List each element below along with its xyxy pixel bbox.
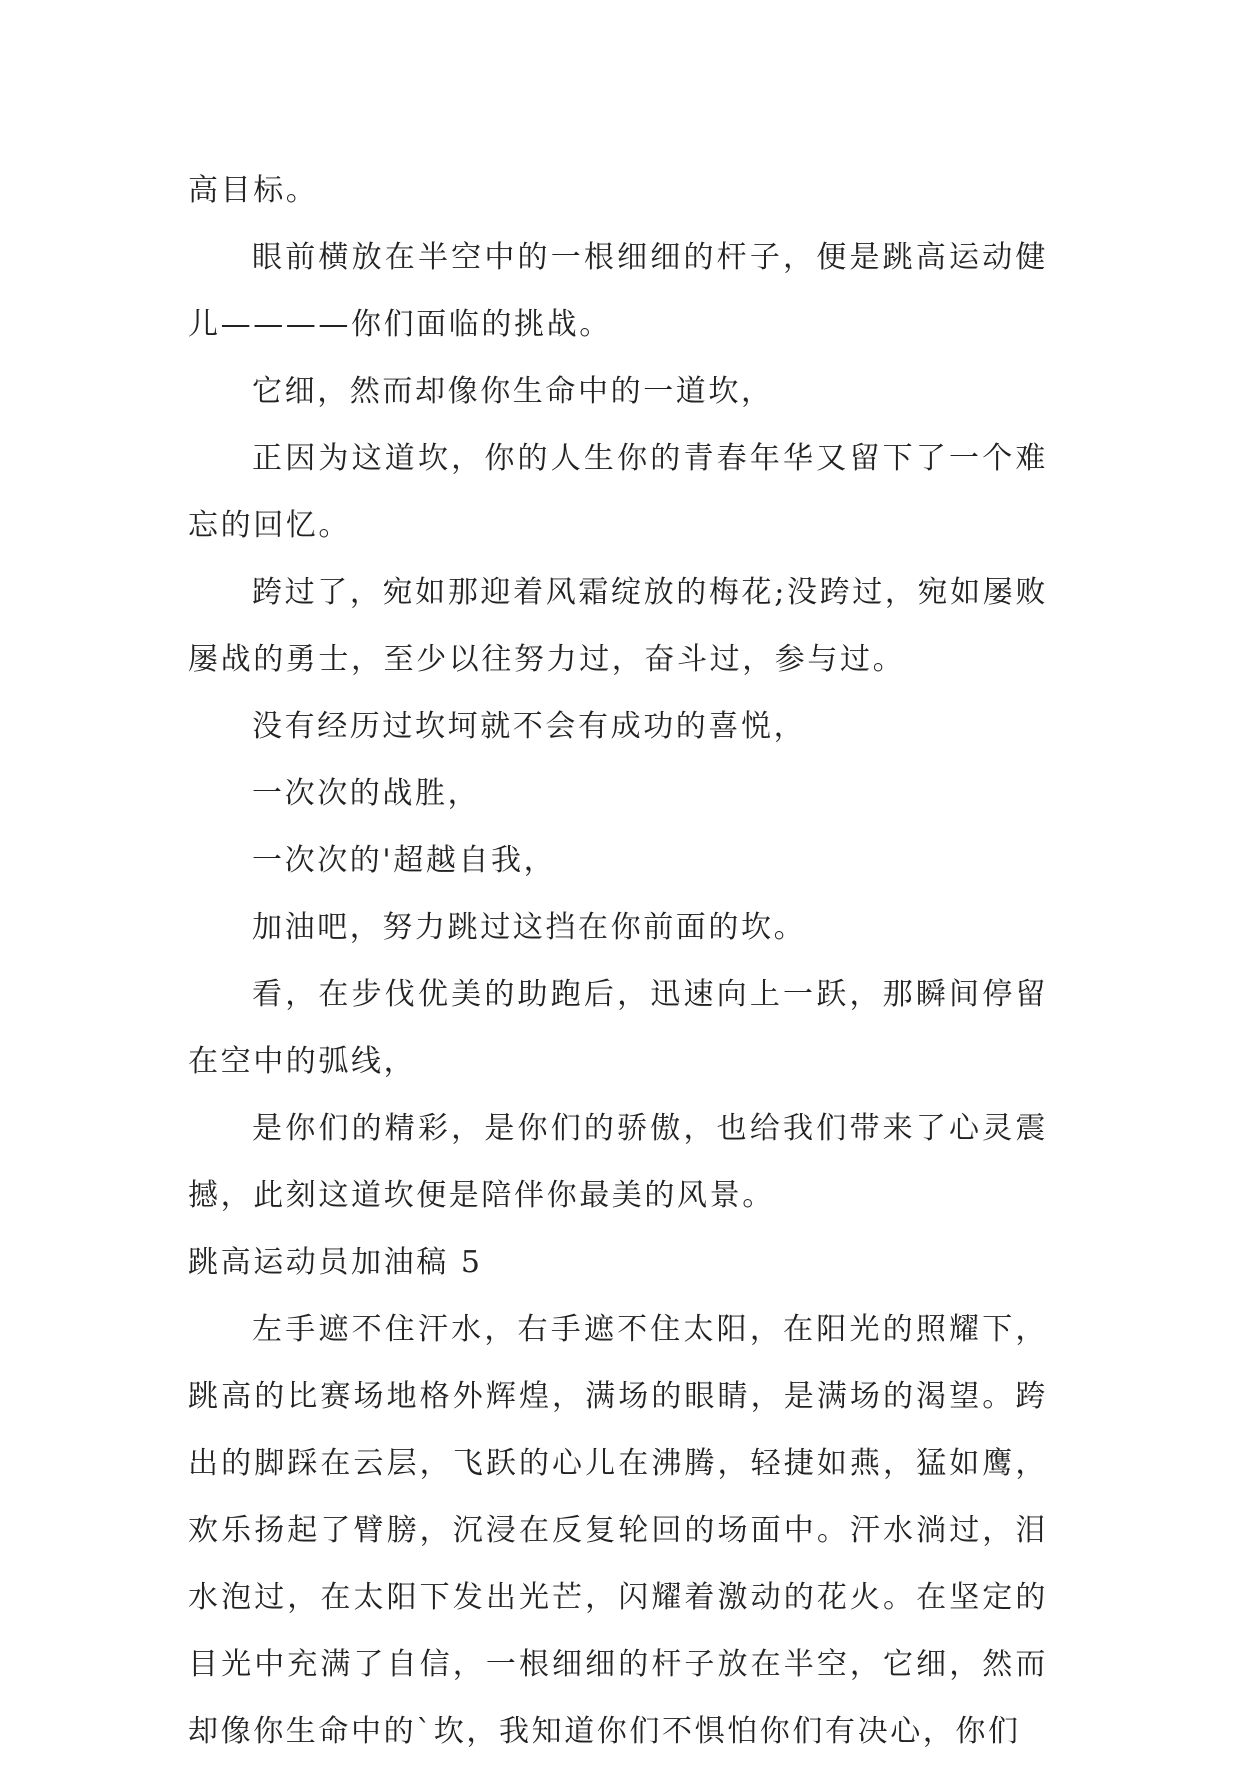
- paragraph: 左手遮不住汗水，右手遮不住太阳，在阳光的照耀下，跳高的比赛场地格外辉煌，满场的眼睛，是满场的渴望。跨出的脚踩在云层，飞跃的心儿在沸腾，轻捷如燕，猛如鹰，欢乐扬起了臂膀，沉浸在反复轮回的场面中。汗水淌过，泪水泡过，在太阳下发出光芒，闪耀着激动的花火。在坚定的目光中充满了自信，一根细细的杆子放在半空，它细，然而却像你生命中的`坎，我知道你们不惧怕你们有决心，你们: [188, 1312, 1048, 1749]
- paragraph: 一次次的战胜，: [252, 776, 481, 811]
- paragraph: 眼前横放在半空中的一根细细的杆子，便是跳高运动健儿————你们面临的挑战。: [188, 240, 1048, 342]
- paragraph: 是你们的精彩，是你们的骄傲，也给我们带来了心灵震撼，此刻这道坎便是陪伴你最美的风景。: [188, 1111, 1048, 1213]
- paragraph: 加油吧，努力跳过这挡在你前面的坎。: [252, 910, 807, 945]
- paragraph: 一次次的'超越自我，: [252, 843, 557, 878]
- paragraph: 正因为这道坎，你的人生你的青春年华又留下了一个难忘的回忆。: [188, 441, 1048, 543]
- section-heading: 跳高运动员加油稿 5: [188, 1245, 483, 1280]
- document-body: [188, 157, 1048, 1765]
- paragraph: 高目标。: [188, 173, 319, 208]
- paragraph: 没有经历过坎坷就不会有成功的喜悦，: [252, 709, 807, 744]
- paragraph: 跨过了，宛如那迎着风霜绽放的梅花;没跨过，宛如屡败屡战的勇士，至少以往努力过，奋斗过，参与过。: [188, 575, 1048, 677]
- paragraph: 它细，然而却像你生命中的一道坎，: [252, 374, 774, 409]
- paragraph: 看，在步伐优美的助跑后，迅速向上一跃，那瞬间停留在空中的弧线，: [188, 977, 1048, 1079]
